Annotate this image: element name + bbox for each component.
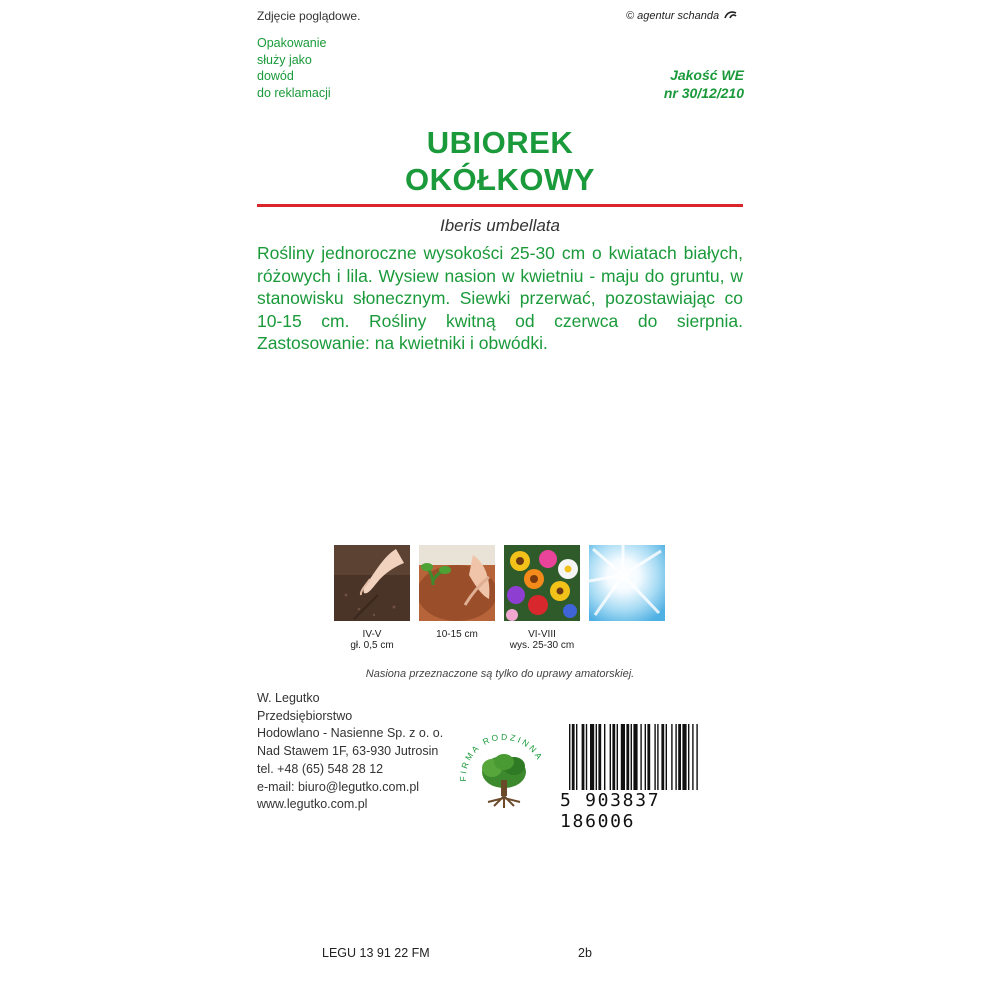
seedling-spacing-icon xyxy=(419,545,495,621)
caption-line: wys. 25-30 cm xyxy=(509,640,575,651)
barcode-bar xyxy=(598,724,601,790)
barcode-bar xyxy=(688,724,689,790)
barcode-bar xyxy=(675,724,676,790)
company-email: e-mail: biuro@legutko.com.pl xyxy=(257,779,420,794)
complaint-note xyxy=(257,35,377,101)
barcode-bar xyxy=(657,724,658,790)
title-line: UBIOREK xyxy=(426,125,574,160)
company-line: W. Legutko xyxy=(257,691,320,705)
barcode-bar xyxy=(596,724,597,790)
barcode-bar xyxy=(626,724,629,790)
packet-code: LEGU 13 91 22 FM xyxy=(322,946,430,960)
company-line: Przedsiębiorstwo xyxy=(257,708,353,723)
barcode-bar xyxy=(696,724,697,790)
barcode-bar xyxy=(647,724,650,790)
caption-line: 10-15 cm xyxy=(436,629,478,640)
product-title xyxy=(257,124,743,198)
barcode-bars xyxy=(567,724,743,790)
barcode-bar xyxy=(645,724,646,790)
packet-version: 2b xyxy=(578,946,592,960)
barcode-bar xyxy=(586,724,587,790)
sowing-hand-icon xyxy=(334,545,410,621)
amateur-note: Nasiona przeznaczone są tylko do uprawy amatorskiej. xyxy=(365,668,635,680)
quality-note xyxy=(664,66,744,102)
title-line: OKÓŁKOWY xyxy=(405,162,595,197)
latin-name: Iberis umbellata xyxy=(439,216,560,235)
schanda-logo-icon xyxy=(724,10,738,20)
barcode-bar xyxy=(631,724,632,790)
barcode-bar xyxy=(671,724,672,790)
barcode-bar xyxy=(661,724,664,790)
complaint-line: dowód xyxy=(257,69,294,83)
sun-icon xyxy=(589,545,665,621)
barcode-bar xyxy=(604,724,605,790)
tree-icon xyxy=(482,754,526,808)
company-info xyxy=(257,690,443,814)
barcode-bar xyxy=(590,724,594,790)
barcode-bar xyxy=(692,724,693,790)
bloom-caption xyxy=(492,629,592,651)
barcode-bar xyxy=(640,724,641,790)
quality-line: nr 30/12/210 xyxy=(663,85,744,101)
company-phone: tel. +48 (65) 548 28 12 xyxy=(257,761,384,776)
barcode-bar xyxy=(633,724,637,790)
complaint-line: Opakowanie xyxy=(257,36,327,50)
barcode-bar xyxy=(576,724,577,790)
barcode-bar xyxy=(582,724,585,790)
caption-line: VI-VIII xyxy=(528,629,556,640)
family-company-logo xyxy=(454,718,554,818)
barcode xyxy=(567,724,743,790)
copyright-note xyxy=(626,10,738,22)
barcode-bar xyxy=(610,724,611,790)
barcode-bar xyxy=(666,724,667,790)
quality-line: Jakość WE xyxy=(670,67,744,83)
company-address: Nad Stawem 1F, 63-930 Jutrosin xyxy=(257,744,439,759)
complaint-line: do reklamacji xyxy=(257,85,331,100)
barcode-bar xyxy=(621,724,625,790)
barcode-bar xyxy=(617,724,618,790)
complaint-line: służy jako xyxy=(257,52,312,67)
flowers-bouquet-icon xyxy=(504,545,580,621)
caption-line: gł. 0,5 cm xyxy=(350,640,394,651)
company-line: Hodowlano - Nasienne Sp. z o. o. xyxy=(257,726,444,741)
photo-note: Zdjęcie poglądowe. xyxy=(257,9,361,23)
barcode-bar xyxy=(678,724,681,790)
product-description: Rośliny jednoroczne wysokości 25-30 cm o kwiatach białych, różowych i lila. Wysiew nasion w kwietniu - maju do gruntu, w stanowisku słonecznym. Siewki przerwać, pozostawiając co 10-15 cm. Rośliny kwitną od czerwca do sierpnia. Zastosowanie: na kwietniki i obwódki. xyxy=(257,243,743,354)
barcode-bar xyxy=(654,724,655,790)
barcode-bar xyxy=(572,724,575,790)
copyright-text: © agentur schanda xyxy=(626,10,720,22)
company-website: www.legutko.com.pl xyxy=(257,797,368,812)
barcode-bar xyxy=(612,724,615,790)
caption-line: IV-V xyxy=(362,629,382,640)
barcode-number: 5 903837 186006 xyxy=(560,790,661,832)
barcode-bar xyxy=(682,724,686,790)
barcode-bar xyxy=(569,724,570,790)
logo-text: FIRMA RODZINNA xyxy=(457,731,546,782)
title-divider xyxy=(257,204,743,207)
